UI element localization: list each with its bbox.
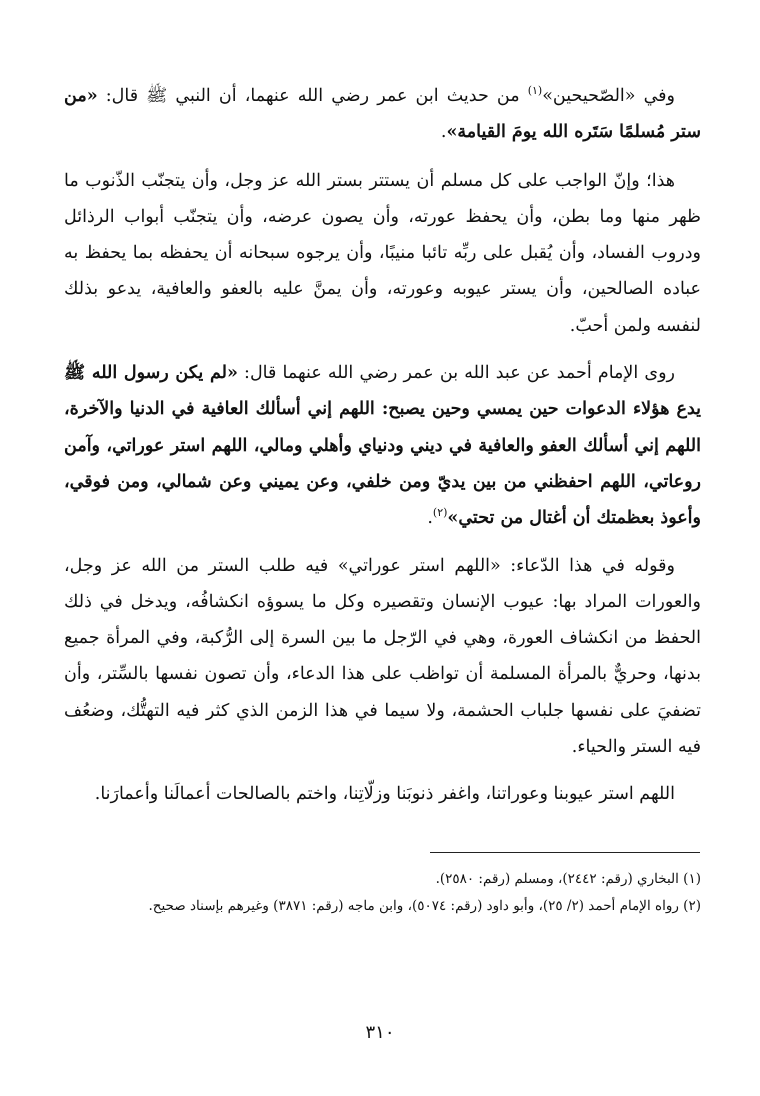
text-segment: . [440, 122, 447, 143]
hadith-quote: «من ستر مُسلمًا سَتَره الله يومَ القيامة» [64, 86, 701, 143]
paragraph-1 [64, 78, 701, 151]
text-segment: هذا؛ وإنّ الواجب على كل مسلم أن يستتر بستر الله عز وجل، وأن يتجنّب الذّنوب ما ظهر منها وما بطن، وأن يحفظ عورته، وأن يصون عرضه، وأن يتجنّب أبواب الرذائل ودروب الفساد، وأن يُقبل على ربِّه تائبا منيبًا، وأن يرجوه سبحانه أن يحفظه بما يحفظ به عباده الصالحين، وأن يستر عيوبه وعورته، وأن يمنَّ عليه بالعفو والعافية، يدعو بذلك لنفسه ولمن أحبّ. [64, 170, 701, 336]
footnote-divider [430, 852, 700, 853]
dua-quote: «لم يكن رسول الله ﷺ يدع هؤلاء الدعوات حين يمسي وحين يصبح: اللهم إني أسألك العافية في الدنيا والآخرة، اللهم إني أسألك العفو والعافية في ديني ودنياي وأهلي ومالي، اللهم استر عوراتي، وآمن روعاتي، اللهم احفظني من بين يديّ ومن خلفي، وعن يميني وعن شمالي، ومن فوقي، وأعوذ بعظمتك أن أغتال من تحتي» [64, 363, 701, 529]
text-segment: روى الإمام أحمد عن عبد الله بن عمر رضي الله عنهما قال: [237, 363, 675, 384]
text-segment: من حديث ابن عمر رضي الله عنهما، أن النبي ﷺ قال: [97, 86, 528, 106]
text-segment: وقوله في هذا الدّعاء: «اللهم استر عوراتي» فيه طلب الستر من الله عز وجل، والعورات المراد بها: عيوب الإنسان وتقصيره وكل ما يسوؤه انكشافُه، ويدخل في ذلك الحفظ من انكشاف العورة، وهي في الرّجل ما بين السرة إلى الرُّكبة، وفي المرأة جميع بدنها، وحريٌّ بالمرأة المسلمة أن تواظب على هذا الدعاء، وأن تصون نفسها بالسِّتر، وأن تضفيَ على نفسها جلباب الحشمة، ولا سيما في هذا الزمن الذي كثر فيه التهتُّك، وضعُف فيه الستر والحياء. [64, 555, 701, 758]
text-segment: . [427, 508, 433, 529]
footnote-1: (١) البخاري (رقم: ٢٤٤٢)، ومسلم (رقم: ٢٥٨٠). [435, 871, 701, 887]
footnote-ref-2: (٢) [432, 506, 448, 520]
paragraph-3 [64, 355, 701, 536]
paragraph-4 [64, 548, 701, 766]
text-segment: اللهم استر عيوبنا وعوراتنا، واغفر ذنوبَنا وزلّاتِنا، واختم بالصالحات أعمالَنا وأعمارَنا. [94, 784, 675, 805]
text-segment: وفي «الصّحيحين» [542, 86, 675, 106]
main-text [64, 78, 701, 824]
paragraph-5 [64, 776, 701, 812]
footnote-2: (٢) رواه الإمام أحمد (٢/ ٢٥)، وأبو داود (رقم: ٥٠٧٤)، وابن ماجه (رقم: ٣٨٧١) وغيرهم بإسناد صحيح. [148, 898, 701, 914]
paragraph-2 [64, 163, 701, 344]
page-number: ٣١٠ [365, 1022, 395, 1043]
footnotes [70, 866, 701, 920]
footnote-ref-1: (١) [527, 84, 543, 98]
